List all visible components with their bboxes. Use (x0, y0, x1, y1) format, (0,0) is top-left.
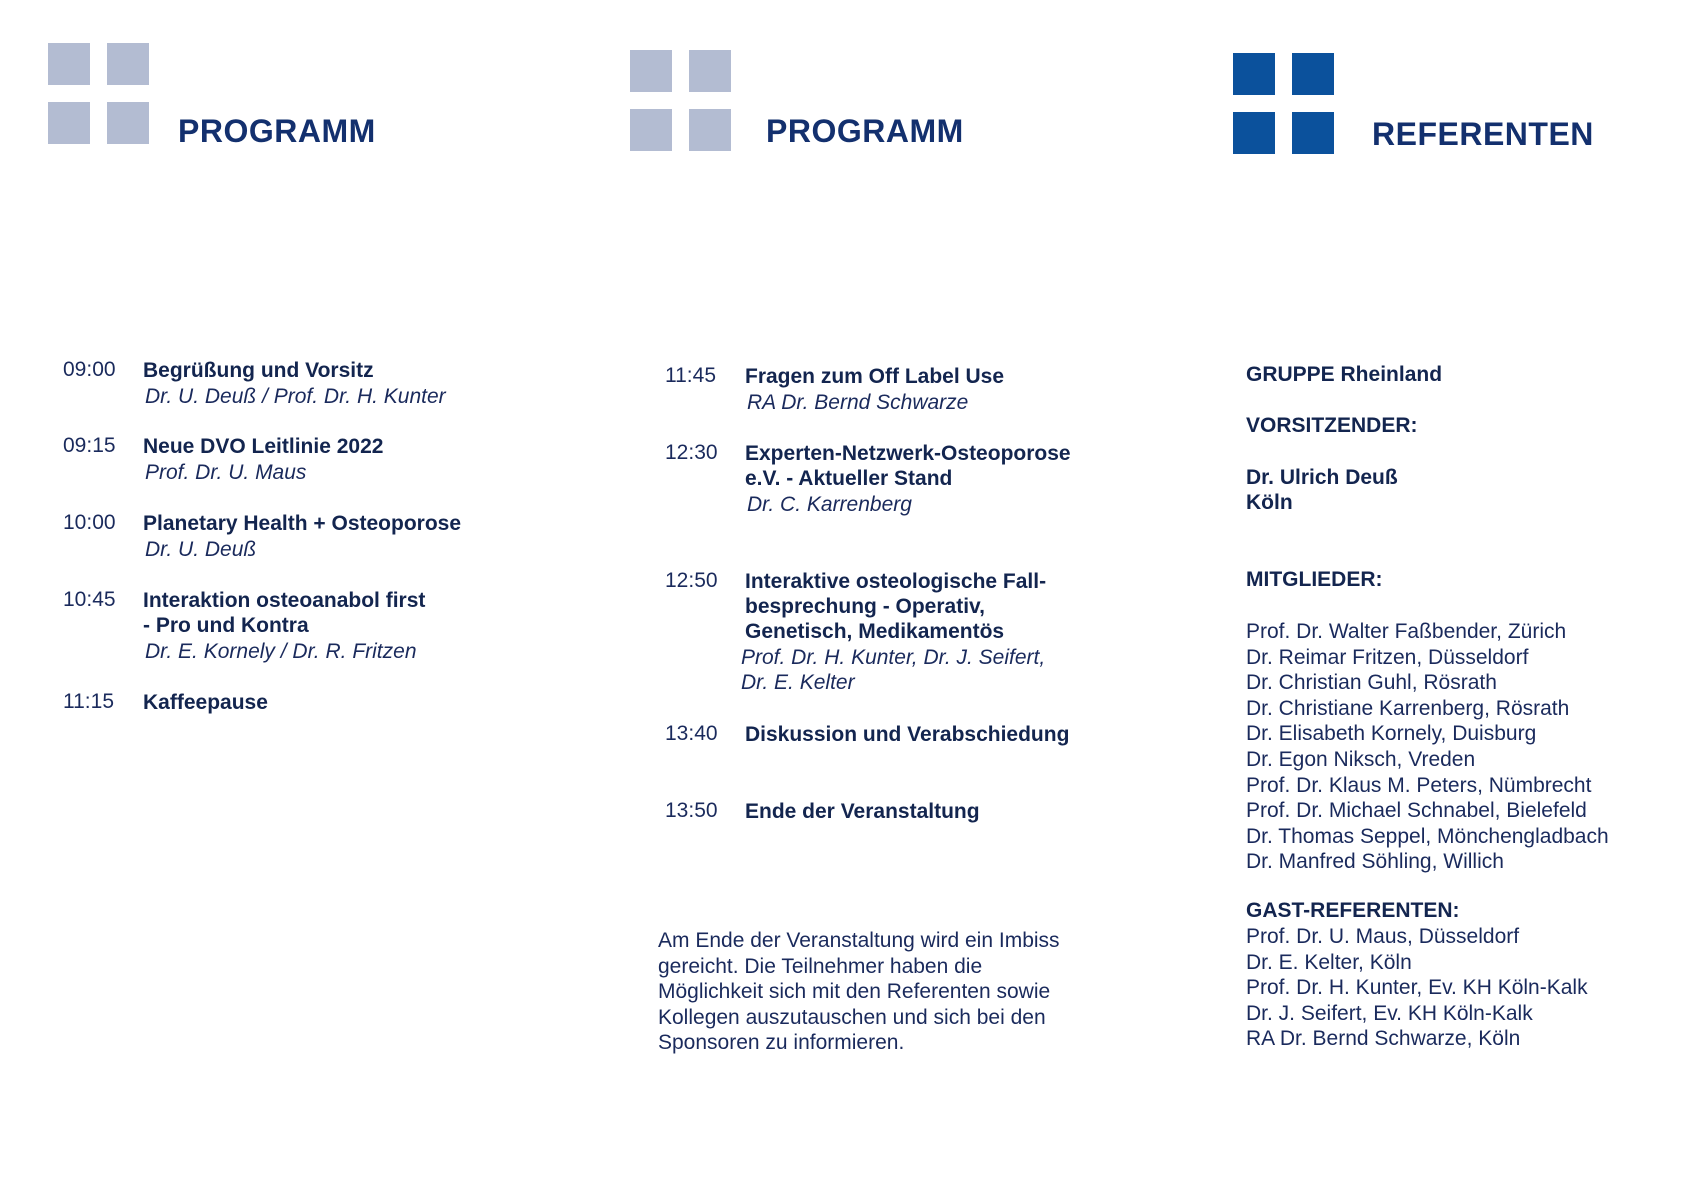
guests-list (1246, 924, 1588, 1052)
entry-title (745, 722, 1069, 747)
entry-title-line: - Pro und Kontra (143, 614, 309, 637)
list-item: Prof. Dr. Michael Schnabel, Bielefeld (1246, 799, 1587, 823)
list-item: Prof. Dr. Klaus M. Peters, Nümbrecht (1246, 773, 1592, 797)
panel-program-1 (0, 0, 620, 1191)
list-item: Dr. E. Kelter, Köln (1246, 950, 1412, 974)
entry-speaker (145, 384, 446, 409)
four-square-logo-icon (630, 50, 734, 154)
guests-label: GAST-REFERENTEN: (1246, 899, 1460, 922)
entry-speaker (747, 390, 968, 415)
entry-title-line: Neue DVO Leitlinie 2022 (143, 435, 384, 458)
entry-title-line: Experten-Netzwerk-Osteoporose (745, 442, 1071, 465)
entry-title (143, 434, 383, 459)
entry-time: 11:15 (63, 690, 114, 713)
entry-title (143, 358, 374, 383)
entry-time: 10:00 (63, 511, 116, 534)
entry-title-line: Begrüßung und Vorsitz (143, 359, 374, 382)
entry-speaker-line: Prof. Dr. U. Maus (145, 461, 307, 484)
entry-speaker (145, 460, 306, 485)
entry-title (143, 588, 425, 638)
entry-title-line: besprechung - Operativ, (745, 595, 985, 618)
entry-title-line: Ende der Veranstaltung (745, 800, 980, 823)
entry-title-line: Genetisch, Medikamentös (745, 620, 1005, 643)
list-item: Prof. Dr. H. Kunter, Ev. KH Köln-Kalk (1246, 976, 1588, 1000)
note-line: gereicht. Die Teilnehmer haben die (658, 954, 983, 978)
entry-time: 10:45 (63, 588, 116, 611)
note-line: Am Ende der Veranstaltung wird ein Imbiss (658, 929, 1060, 952)
list-item: RA Dr. Bernd Schwarze, Köln (1246, 1027, 1521, 1051)
entry-speaker (145, 537, 256, 562)
entry-title-line: Fragen zum Off Label Use (745, 365, 1005, 388)
entry-speaker (747, 492, 912, 517)
entry-speaker-line: Dr. C. Karrenberg (747, 493, 912, 516)
entry-title-line: e.V. - Aktueller Stand (745, 467, 953, 490)
list-item: Dr. Reimar Fritzen, Düsseldorf (1246, 645, 1529, 669)
list-item: Prof. Dr. Walter Faßbender, Zürich (1246, 620, 1567, 643)
chair-name: Dr. Ulrich Deuß (1246, 466, 1398, 489)
four-square-logo-icon (48, 43, 152, 147)
members-label: MITGLIEDER: (1246, 568, 1383, 591)
entry-time: 09:00 (63, 358, 116, 381)
entry-time: 12:30 (665, 441, 718, 464)
page-title: REFERENTEN (1372, 116, 1594, 152)
page-title: PROGRAMM (178, 113, 376, 149)
entry-speaker (145, 639, 417, 664)
entry-speaker (741, 645, 1045, 695)
entry-time: 09:15 (63, 434, 116, 457)
group-name: GRUPPE Rheinland (1246, 363, 1443, 386)
entry-title (745, 364, 1004, 389)
entry-time: 12:50 (665, 569, 718, 592)
entry-title (143, 511, 461, 536)
list-item: Dr. Elisabeth Kornely, Duisburg (1246, 722, 1537, 746)
list-item: Dr. Manfred Söhling, Willich (1246, 850, 1504, 874)
list-item: Dr. Christian Guhl, Rösrath (1246, 671, 1497, 695)
note-line: Kollegen auszutauschen und sich bei den (658, 1005, 1046, 1029)
entry-title-line: Planetary Health + Osteoporose (143, 512, 462, 535)
list-item: Dr. Christiane Karrenberg, Rösrath (1246, 696, 1570, 720)
closing-note (658, 928, 1060, 1056)
entry-title (745, 441, 1071, 491)
entry-speaker-line: Dr. U. Deuß (145, 538, 257, 561)
entry-time: 13:40 (665, 722, 718, 745)
note-line: Möglichkeit sich mit den Referenten sowie (658, 980, 1051, 1003)
members-list (1246, 619, 1609, 875)
entry-speaker-line: Dr. E. Kelter (741, 671, 855, 694)
list-item: Prof. Dr. U. Maus, Düsseldorf (1246, 925, 1520, 948)
entry-speaker-line: RA Dr. Bernd Schwarze (747, 391, 969, 414)
chair-city: Köln (1246, 491, 1293, 514)
note-line: Sponsoren zu informieren. (658, 1031, 905, 1054)
list-item: Dr. Egon Niksch, Vreden (1246, 747, 1476, 771)
entry-time: 11:45 (665, 364, 716, 387)
entry-speaker-line: Prof. Dr. H. Kunter, Dr. J. Seifert, (741, 646, 1046, 669)
list-item: Dr. J. Seifert, Ev. KH Köln-Kalk (1246, 1001, 1533, 1025)
entry-title (143, 690, 268, 715)
entry-title (745, 569, 1046, 644)
entry-title-line: Diskussion und Verabschiedung (745, 723, 1070, 746)
entry-time: 13:50 (665, 799, 718, 822)
panel-program-2 (620, 0, 1210, 1191)
entry-title (745, 799, 980, 824)
entry-speaker-line: Dr. U. Deuß / Prof. Dr. H. Kunter (145, 385, 446, 408)
page-title: PROGRAMM (766, 113, 964, 149)
entry-title-line: Interaktive osteologische Fall- (745, 570, 1047, 593)
entry-speaker-line: Dr. E. Kornely / Dr. R. Fritzen (145, 640, 417, 663)
entry-title-line: Interaktion osteoanabol first (143, 589, 426, 612)
list-item: Dr. Thomas Seppel, Mönchengladbach (1246, 824, 1609, 848)
panel-speakers (1210, 0, 1684, 1191)
four-square-logo-icon (1233, 53, 1337, 157)
entry-title-line: Kaffeepause (143, 691, 268, 714)
chair-label: VORSITZENDER: (1246, 414, 1418, 437)
